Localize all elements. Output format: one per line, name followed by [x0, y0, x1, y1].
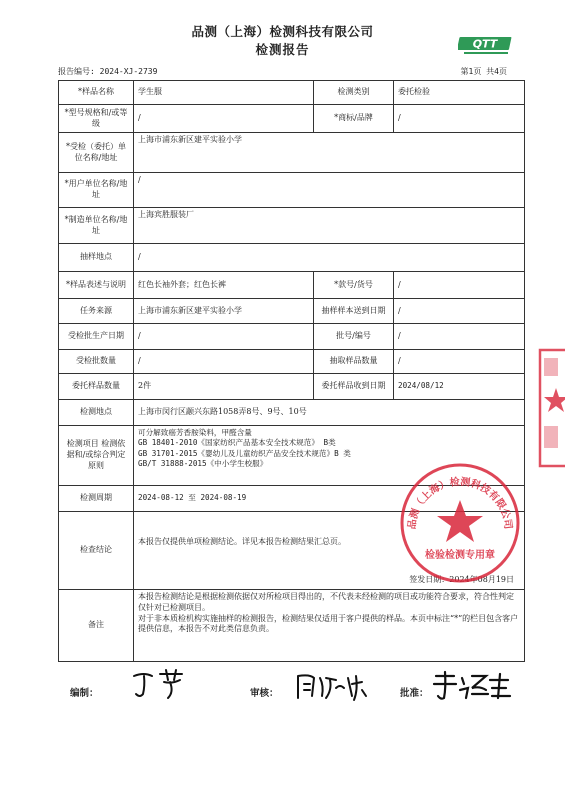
- stamp-bottom-text: 检验检测专用章: [425, 550, 495, 561]
- test-standard-gb31701: GB 31701-2015《婴幼儿及儿童纺织产品安全技术规范》B 类: [138, 448, 351, 458]
- task-source-label: 任务来源: [59, 299, 134, 324]
- remarks-label: 备注: [59, 590, 134, 662]
- stamp-ring-text: 品测（上海）检测科技有限公司: [406, 476, 514, 530]
- approver-signature: [432, 668, 512, 704]
- user-value: /: [134, 173, 525, 208]
- test-place-value: 上海市闵行区颛兴东路1058弄8号、9号、10号: [134, 400, 525, 426]
- sample-qty-label: 抽取样品数量: [314, 350, 394, 374]
- remarks-cell: [134, 590, 525, 662]
- conclusion-label: 检查结论: [59, 512, 134, 590]
- test-type-value: 委托检验: [394, 81, 525, 105]
- user-label: *用户单位名称/地址: [59, 173, 134, 208]
- conclusion-text: 本报告仅提供单项检测结论。详见本报告检测结果汇总页。: [138, 537, 346, 547]
- sample-name-label: *样品名称: [59, 81, 134, 105]
- side-seal-stamp: [538, 348, 565, 468]
- batch-no-value: /: [394, 324, 525, 350]
- sampling-place-label: 抽样地点: [59, 244, 134, 272]
- report-number: 报告编号: 2024-XJ-2739: [58, 67, 158, 76]
- entrust-qty-label: 委托样品数量: [59, 374, 134, 400]
- official-seal-stamp: [395, 458, 525, 588]
- brand-value: /: [394, 105, 525, 133]
- test-type-label: 检测类别: [314, 81, 394, 105]
- company-name: 品测（上海）检测科技有限公司: [191, 24, 374, 39]
- receive-date-label: 委托样品收到日期: [314, 374, 394, 400]
- batch-qty-value: /: [134, 350, 314, 374]
- style-no-value: /: [394, 272, 525, 299]
- page-indicator: 第1页 共4页: [460, 67, 507, 76]
- entrust-qty-value: 2件: [134, 374, 314, 400]
- batch-date-value: /: [134, 324, 314, 350]
- sample-qty-value: /: [394, 350, 525, 374]
- test-standard-gb18401: GB 18401-2010《国家纺织产品基本安全技术规范》 B类: [138, 438, 336, 448]
- client-label: *受检（委托）单位名称/地址: [59, 133, 134, 173]
- approver-label: 批准：: [400, 688, 429, 699]
- test-place-label: 检测地点: [59, 400, 134, 426]
- issue-date: 签发日期：2024年08月19日: [409, 575, 514, 585]
- reviewer-label: 审核：: [250, 688, 279, 699]
- test-items-label: 检测项目 检测依据和/或综合判定原则: [59, 426, 134, 486]
- sample-arrival-label: 抽样样本送到日期: [314, 299, 394, 324]
- style-no-label: *款号/货号: [314, 272, 394, 299]
- report-title: 检测报告: [255, 42, 310, 57]
- sample-arrival-value: /: [394, 299, 525, 324]
- remarks-text-1: 本报告检测结论是根据检测依据仅对所检项目得出的，不代表未经检测的项目或功能符合要求，符合性判定仅针对已检测项目。: [138, 592, 514, 612]
- reviewer-signature: [292, 670, 372, 704]
- period-label: 检测周期: [59, 486, 134, 512]
- remarks-text-2: 对于非本质检机构实施抽样的检测报告，检测结果仅适用于客户提供的样品。本页中标注“*”的栏目包含客户提供信息，本报告不对此类信息负责。: [138, 613, 519, 634]
- batch-qty-label: 受检批数量: [59, 350, 134, 374]
- test-items-line: 可分解致癌芳香胺染料，甲醛含量: [138, 428, 252, 437]
- test-standard-gbt31888: GB/T 31888-2015《中小学生校服》: [138, 458, 268, 468]
- sample-name-value: 学生服: [134, 81, 314, 105]
- task-source-value: 上海市浦东新区建平实验小学: [134, 299, 314, 324]
- maker-label: *制造单位名称/地址: [59, 208, 134, 244]
- receive-date-value: 2024/08/12: [394, 374, 525, 400]
- period-value: 2024-08-12 至 2024-08-19: [134, 486, 525, 512]
- svg-text:QTT: QTT: [472, 37, 498, 51]
- batch-date-label: 受检批生产日期: [59, 324, 134, 350]
- model-value: /: [134, 105, 314, 133]
- model-label: *型号规格和/或等级: [59, 105, 134, 133]
- brand-label: *商标/品牌: [314, 105, 394, 133]
- batch-no-label: 批号/编号: [314, 324, 394, 350]
- compiler-signature: [130, 668, 190, 702]
- maker-value: 上海宾胜服装厂: [134, 208, 525, 244]
- description-label: *样品表述与说明: [59, 272, 134, 299]
- compiler-label: 编制：: [70, 688, 99, 699]
- description-value: 红色长袖外套；红色长裤: [134, 272, 314, 299]
- company-logo: [458, 35, 514, 57]
- client-value: 上海市浦东新区建平实验小学: [134, 133, 525, 173]
- sampling-place-value: /: [134, 244, 525, 272]
